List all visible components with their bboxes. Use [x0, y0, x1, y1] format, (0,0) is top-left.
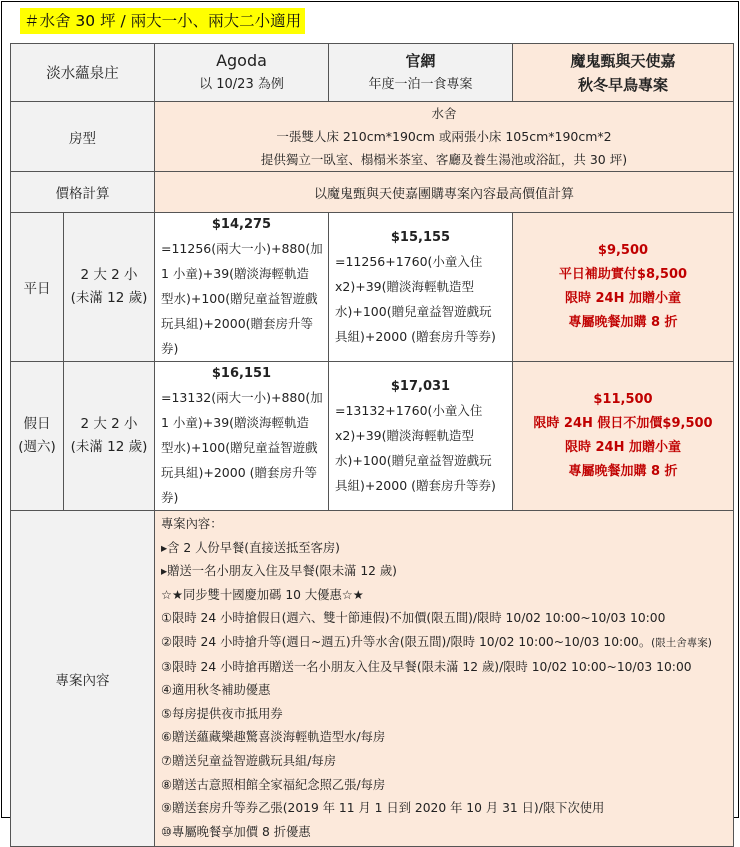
plan-item: ④適用秋冬補助優惠 — [161, 683, 271, 698]
weekday-deal-subsidy: 平日補助實付$8,500 — [558, 267, 688, 282]
column-official-sub: 年度一泊一食專案 — [368, 76, 473, 92]
calc-line: =13132+1760(小童入住 — [335, 402, 483, 418]
weekend-official-calc — [329, 398, 512, 498]
weekend-official-price: $17,031 — [390, 378, 451, 394]
weekday-deal — [513, 213, 734, 362]
calc-line: 具組)+2000 (贈套房升等券) — [335, 477, 496, 493]
weekday-deal-dinner: 專屬晚餐加購 8 折 — [568, 315, 678, 330]
calc-line: x2)+39(贈淡海輕軌造型 — [335, 427, 474, 443]
calc-line: =11256+1760(小童入住 — [335, 253, 483, 269]
column-deal — [513, 44, 734, 102]
room-type-details — [155, 102, 734, 172]
weekday-official — [329, 213, 513, 362]
room-type-beds: 一張雙人床 210cm*190cm 或兩張小床 105cm*190cm*2 — [276, 129, 612, 144]
weekend-label — [11, 362, 64, 511]
calc-line: 型水)+100(贈兒童益智遊戲 — [161, 291, 318, 306]
calc-line: 型水)+100(贈兒童益智遊戲 — [161, 440, 318, 455]
weekday-row — [11, 213, 734, 362]
weekend-label-main: 假日 — [23, 416, 51, 432]
plan-item: ☆★同步雙十國慶加碼 10 大優惠☆★ — [161, 587, 364, 602]
calc-line: 1 小童)+39(贈淡海輕軌造 — [161, 266, 310, 281]
column-agoda-sub: 以 10/23 為例 — [199, 76, 284, 92]
plan-item: ▸含 2 人份早餐(直接送抵至客房) — [161, 540, 340, 555]
column-official — [329, 44, 513, 102]
weekend-deal — [513, 362, 734, 511]
weekend-guests-age: (未滿 12 歲) — [70, 439, 148, 455]
calc-line: 券) — [161, 490, 179, 505]
pricing-note: 以魔鬼甄與天使嘉團購專案內容最高價值計算 — [155, 172, 734, 213]
plan-item-note: (限土舍專案) — [651, 636, 712, 649]
plan-item: ③限時 24 小時搶再贈送一名小朋友入住及早餐(限未滿 12 歲)/限時 10/02 10:00~10/03 10:00 — [161, 659, 692, 674]
weekday-official-price: $15,155 — [390, 229, 451, 245]
weekday-agoda-price: $14,275 — [211, 217, 272, 232]
weekday-guests-count: 2 大 2 小 — [80, 267, 138, 283]
comparison-table — [10, 43, 734, 847]
weekday-official-calc — [329, 249, 512, 349]
room-type-row — [11, 102, 734, 172]
weekday-deal-bonus: 限時 24H 加贈小童 — [564, 291, 682, 306]
calc-line: =13132(兩大一小)+880(加 — [161, 390, 323, 405]
calc-line: =11256(兩大一小)+880(加 — [161, 241, 323, 256]
room-type-label: 房型 — [11, 102, 155, 172]
plan-details — [155, 511, 734, 847]
room-type-name: 水舍 — [431, 106, 457, 121]
calc-line: 1 小童)+39(贈淡海輕軌造 — [161, 415, 310, 430]
page-title: ＃水舍 30 坪 / 兩大一小、兩大二小適用 — [20, 8, 305, 34]
weekend-deal-dinner: 專屬晚餐加購 8 折 — [568, 464, 678, 479]
room-type-facilities: 提供獨立一臥室、榻榻米茶室、客廳及養生湯池或浴缸，共 30 坪) — [260, 152, 628, 167]
weekday-deal-price: $9,500 — [597, 243, 649, 258]
calc-line: 具組)+2000 (贈套房升等券) — [335, 328, 496, 344]
weekday-agoda — [155, 213, 329, 362]
weekend-agoda-price: $16,151 — [211, 366, 272, 381]
plan-item: ①限時 24 小時搶假日(週六、雙十節連假)不加價(限五間)/限時 10/02 10:00~10/03 10:00 — [161, 611, 666, 626]
weekend-deal-bonus: 限時 24H 加贈小童 — [564, 440, 682, 455]
column-official-name: 官網 — [405, 51, 436, 70]
weekend-deal-price: $11,500 — [593, 392, 653, 407]
plan-item-text: ②限時 24 小時搶升等(週日~週五)升等水舍(限五間)/限時 10/02 10:00~10/03 10:00。 — [161, 634, 652, 649]
column-agoda — [155, 44, 329, 102]
column-deal-name: 魔鬼甄與天使嘉 — [570, 51, 676, 70]
weekday-agoda-calc — [155, 236, 328, 361]
plan-item: ▸贈送一名小朋友入住及早餐(限未滿 12 歲) — [161, 564, 397, 579]
weekend-guests — [64, 362, 155, 511]
weekend-row — [11, 362, 734, 511]
pricing-label: 價格計算 — [11, 172, 155, 213]
plan-item: ⑥贈送蘊藏樂趣驚喜淡海輕軌造型水/每房 — [161, 730, 386, 745]
calc-line: x2)+39(贈淡海輕軌造型 — [335, 278, 474, 294]
weekday-guests — [64, 213, 155, 362]
calc-line: 水)+100(贈兒童益智遊戲玩 — [335, 303, 492, 319]
pricing-row — [11, 172, 734, 213]
venue-name: 淡水蘊泉庄 — [11, 44, 155, 102]
calc-line: 玩具組)+2000 (贈套房升等 — [161, 465, 318, 480]
plan-label: 專案內容 — [11, 511, 155, 847]
header-row — [11, 44, 734, 102]
plan-heading: 專案內容： — [161, 517, 223, 531]
column-deal-sub: 秋冬早鳥專案 — [577, 75, 668, 94]
plan-item — [161, 631, 727, 656]
column-agoda-name: Agoda — [216, 50, 267, 70]
weekday-label: 平日 — [11, 213, 64, 362]
plan-row — [11, 511, 734, 847]
weekend-agoda — [155, 362, 329, 511]
weekend-guests-count: 2 大 2 小 — [80, 416, 138, 432]
plan-item: ⑩專屬晚餐享加價 8 折優惠 — [161, 824, 311, 839]
plan-item: ⑧贈送古意照相館全家福紀念照乙張/每房 — [161, 777, 386, 792]
weekend-label-day: (週六) — [18, 439, 56, 455]
weekend-agoda-calc — [155, 385, 328, 510]
calc-line: 水)+100(贈兒童益智遊戲玩 — [335, 452, 492, 468]
plan-item: ⑤每房提供夜市抵用券 — [161, 706, 283, 721]
calc-line: 玩具組)+2000(贈套房升等 — [161, 316, 314, 331]
weekend-deal-no-surcharge: 限時 24H 假日不加價$9,500 — [533, 416, 713, 431]
plan-item: ⑨贈送套房升等券乙張(2019 年 11 月 1 日到 2020 年 10 月 31 日)/限下次使用 — [161, 801, 605, 816]
weekday-guests-age: (未滿 12 歲) — [70, 290, 148, 306]
plan-item: ⑦贈送兒童益智遊戲玩具組/每房 — [161, 753, 337, 768]
calc-line: 券) — [161, 341, 179, 356]
weekend-official — [329, 362, 513, 511]
